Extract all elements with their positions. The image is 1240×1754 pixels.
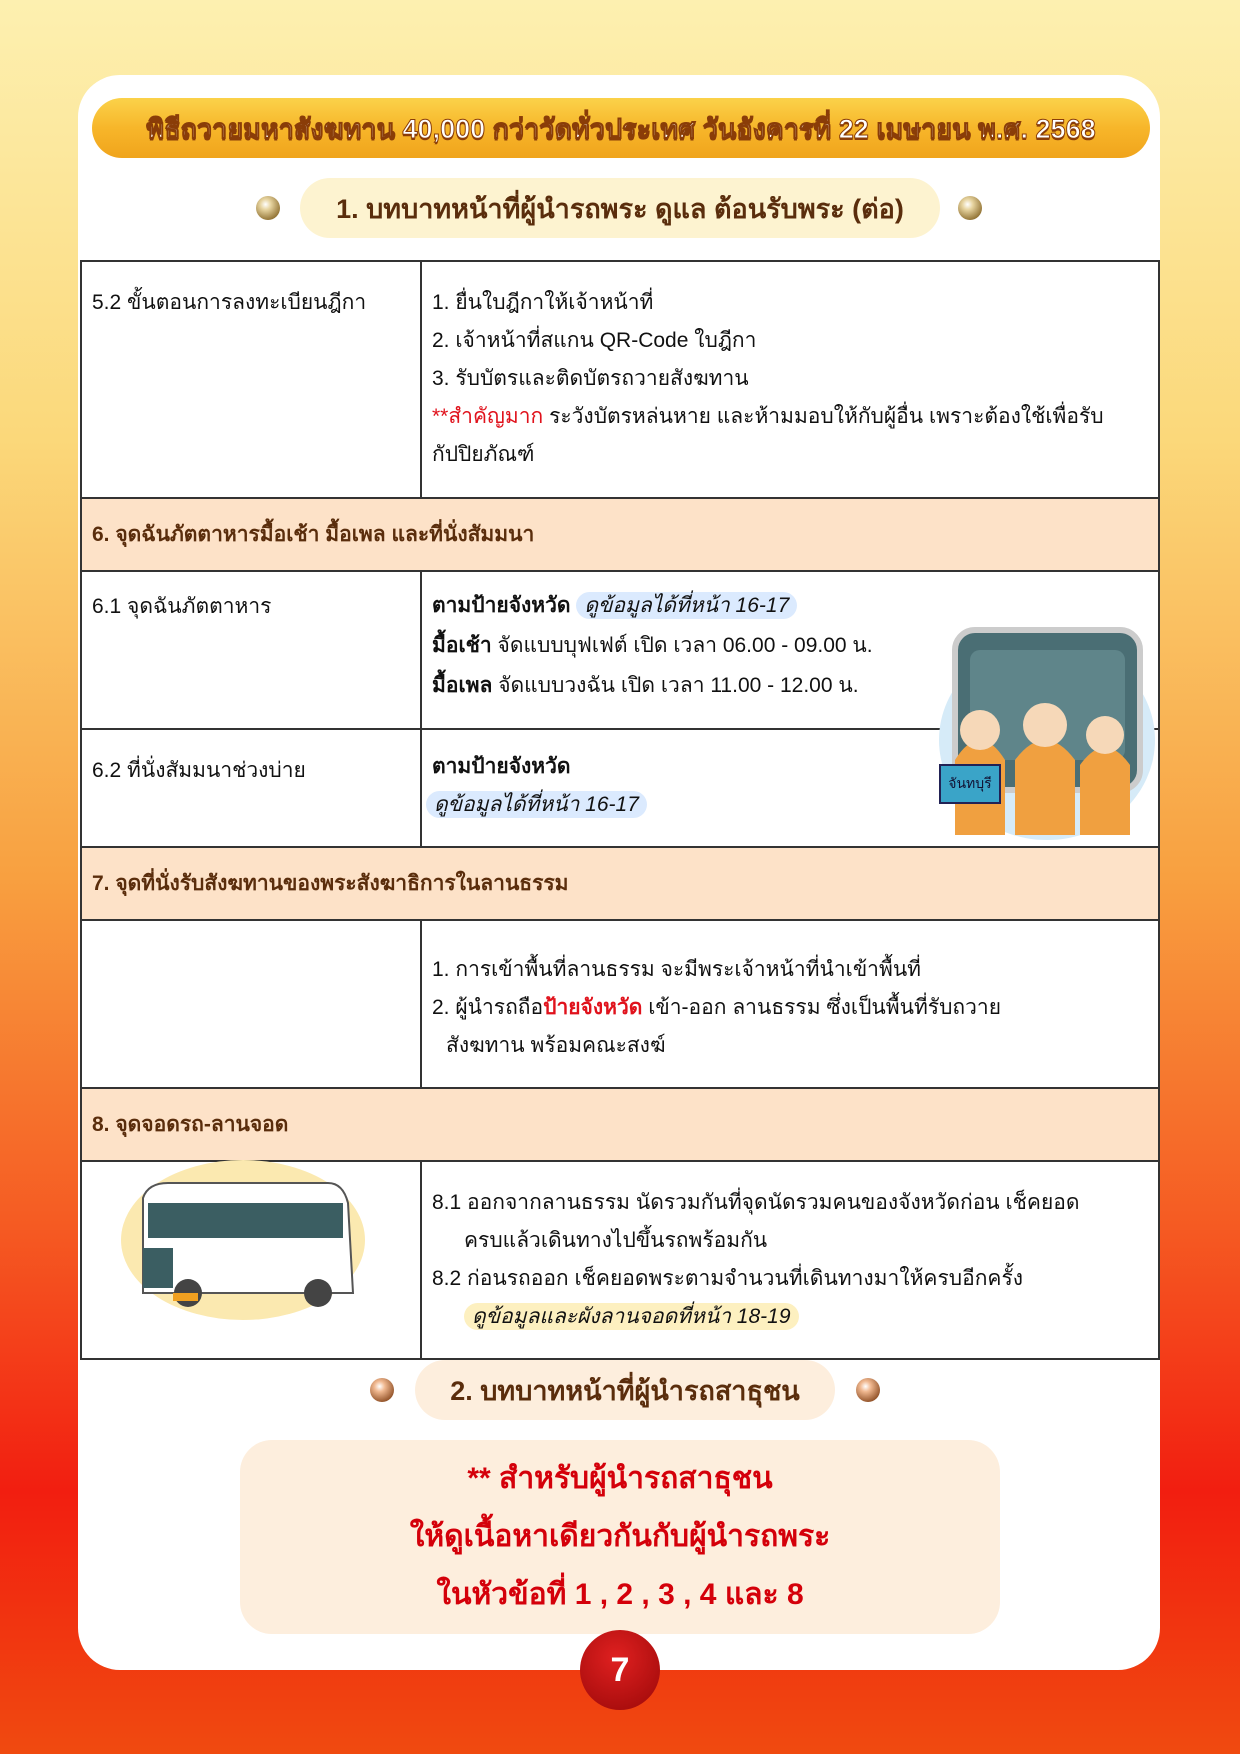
row-content: [421, 920, 1159, 1088]
page-reference-link[interactable]: ดูข้อมูลได้ที่หน้า 16-17: [426, 791, 647, 818]
list-item: 8.2 ก่อนรถออก เช็คยอดพระตามจำนวนที่เดินทางมาให้ครบอีกครั้ง: [432, 1267, 1023, 1290]
copper-orb-icon: [856, 1378, 880, 1402]
warning-label: **สำคัญมาก: [432, 405, 544, 428]
section-2-title: 2. บทบาทหน้าที่ผู้นำรถสาธุชน: [415, 1360, 835, 1420]
warning-body: ระวังบัตรหล่นหาย และห้ามมอบให้กับผู้อื่น เพราะต้องใช้เพื่อรับกัปปิยภัณฑ์: [432, 405, 1104, 466]
row-content: [421, 261, 1159, 498]
note-line: ** สำหรับผู้นำรถสาธุชน: [467, 1462, 773, 1495]
breakfast-info: จัดแบบบุฟเฟต์ เปิด เวลา 06.00 - 09.00 น.: [491, 634, 873, 657]
table-row: [81, 920, 1159, 1088]
section-header-6: 6. จุดฉันภัตตาหารมื้อเช้า มื้อเพล และที่นั่งสัมมนา: [81, 498, 1159, 571]
gold-orb-icon: [256, 196, 280, 220]
bus-illustration: [118, 1158, 368, 1323]
lunch-info: จัดแบบวงฉัน เปิด เวลา 11.00 - 12.00 น.: [492, 674, 859, 697]
public-driver-note: [240, 1440, 1000, 1634]
sign-label: ตามป้ายจังหวัด: [432, 755, 571, 778]
row-content: [421, 1161, 1159, 1359]
section-header-7: 7. จุดที่นั่งรับสังฆทานของพระสังฆาธิการในลานธรรม: [81, 847, 1159, 920]
page-reference-link[interactable]: ดูข้อมูลได้ที่หน้า 16-17: [576, 592, 797, 619]
row-label-empty: [81, 920, 421, 1088]
gold-orb-icon: [958, 196, 982, 220]
province-sign-text: จันทบุรี: [948, 775, 992, 791]
item-text: 2. ผู้นำรถถือ: [432, 996, 544, 1019]
page-reference-link[interactable]: ดูข้อมูลและผังลานจอดที่หน้า 18-19: [464, 1303, 799, 1330]
list-item: 3. รับบัตรและติดบัตรถวายสังฆทาน: [432, 367, 749, 390]
lunch-label: มื้อเพล: [432, 674, 493, 697]
row-label: 6.2 ที่นั่งสัมมนาช่วงบ่าย: [81, 729, 421, 847]
list-item: 1. ยื่นใบฎีกาให้เจ้าหน้าที่: [432, 291, 654, 314]
item-text: เข้า-ออก ลานธรรม ซึ่งเป็นพื้นที่รับถวาย: [642, 996, 1002, 1019]
page-number: 7: [580, 1630, 660, 1710]
sign-label: ตามป้ายจังหวัด: [432, 594, 571, 617]
breakfast-label: มื้อเช้า: [432, 634, 492, 657]
note-line: ให้ดูเนื้อหาเดียวกันกับผู้นำรถพระ: [409, 1520, 831, 1553]
highlight-text: ป้ายจังหวัด: [543, 996, 643, 1019]
section-header-8: 8. จุดจอดรถ-ลานจอด: [81, 1088, 1159, 1161]
table-row: [81, 261, 1159, 498]
list-item-continued: สังฆทาน พร้อมคณะสงฆ์: [446, 1034, 666, 1057]
list-item: 8.1 ออกจากลานธรรม นัดรวมกันที่จุดนัดรวมคนของจังหวัดก่อน เช็คยอด: [432, 1191, 1080, 1214]
list-item: 2. เจ้าหน้าที่สแกน QR-Code ใบฎีกา: [432, 329, 757, 352]
copper-orb-icon: [370, 1378, 394, 1402]
list-item: [432, 989, 1148, 1027]
row-label: 5.2 ขั้นตอนการลงทะเบียนฎีกา: [81, 261, 421, 498]
monks-with-bus-illustration: [935, 610, 1160, 840]
note-line: ในหัวข้อที่ 1 , 2 , 3 , 4 และ 8: [436, 1578, 804, 1611]
section-1-title: 1. บทบาทหน้าที่ผู้นำรถพระ ดูแล ต้อนรับพระ (ต่อ): [300, 178, 940, 238]
warning-text: [432, 398, 1148, 474]
page-title: พิธีถวายมหาสังฆทาน 40,000 กว่าวัดทั่วประเทศ วันอังคารที่ 22 เมษายน พ.ศ. 2568: [92, 98, 1150, 158]
row-label: 6.1 จุดฉันภัตตาหาร: [81, 571, 421, 729]
list-item-continued: ครบแล้วเดินทางไปขึ้นรถพร้อมกัน: [464, 1229, 768, 1252]
list-item: 1. การเข้าพื้นที่ลานธรรม จะมีพระเจ้าหน้าที่นำเข้าพื้นที่: [432, 958, 922, 981]
